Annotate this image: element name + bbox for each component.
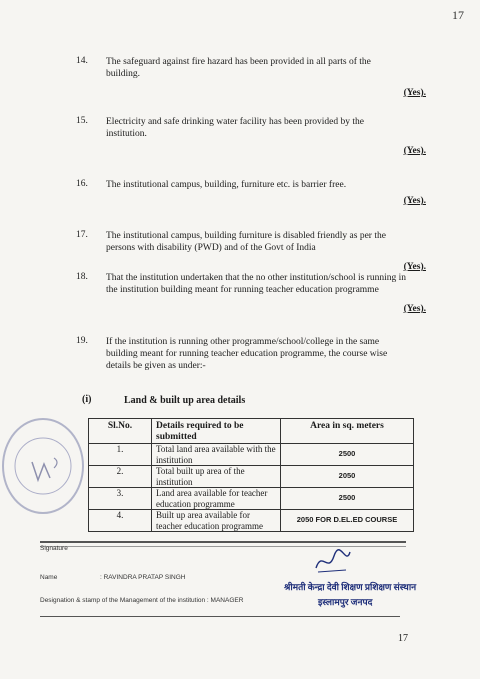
item-number: 16. bbox=[76, 179, 88, 189]
item-line: The institutional campus, building, furniture etc. is barrier free. bbox=[106, 180, 347, 190]
cell-detail: Total land area available with the institution bbox=[152, 444, 281, 466]
section-number: (i) bbox=[82, 394, 92, 405]
item-line: details be given as under:- bbox=[106, 361, 206, 371]
item-text bbox=[106, 272, 406, 296]
section-title: Land & built up area details bbox=[124, 395, 246, 406]
cell-sl: 3. bbox=[89, 488, 152, 510]
answer-yes: (Yes). bbox=[403, 88, 426, 98]
table-row bbox=[89, 444, 414, 466]
cell-detail: Built up area available for teacher education programme bbox=[152, 510, 281, 532]
header-sl-no: Sl.No. bbox=[89, 419, 152, 444]
stamp-text-line2: इस्लामपुर जनपद bbox=[318, 597, 373, 607]
item-number: 14. bbox=[76, 56, 88, 66]
table-header-row bbox=[89, 419, 414, 444]
item-line: The institutional campus, building furniture is disabled friendly as per the bbox=[106, 231, 386, 241]
cell-sl: 4. bbox=[89, 510, 152, 532]
answer-yes: (Yes). bbox=[403, 262, 426, 272]
cell-detail: Total built up area of the institution bbox=[152, 466, 281, 488]
manager-signature-icon bbox=[312, 548, 352, 581]
item-text bbox=[106, 116, 364, 140]
stamp-text-line1: श्रीमती केन्द्रा देवी शिक्षण प्रशिक्षण संस्थान bbox=[284, 582, 417, 592]
item-line: Electricity and safe drinking water facility has been provided by the bbox=[106, 117, 364, 127]
answer-yes: (Yes). bbox=[403, 196, 426, 206]
table-row bbox=[89, 488, 414, 510]
name-value: : RAVINDRA PRATAP SINGH bbox=[100, 574, 186, 581]
cell-area: 2500 bbox=[281, 488, 414, 510]
cell-area: 2050 FOR D.EL.ED COURSE bbox=[281, 510, 414, 532]
item-number: 18. bbox=[76, 272, 88, 282]
institution-seal-stamp bbox=[2, 418, 84, 514]
item-line: building. bbox=[106, 69, 141, 79]
item-line: The safeguard against fire hazard has been provided in all parts of the bbox=[106, 57, 371, 67]
table-row bbox=[89, 466, 414, 488]
item-line: the institution building meant for running teacher education programme bbox=[106, 285, 379, 295]
designation-text: Designation & stamp of the Management of the institution : MANAGER bbox=[40, 597, 244, 604]
cell-area: 2050 bbox=[281, 466, 414, 488]
table-row bbox=[89, 510, 414, 532]
item-text bbox=[106, 56, 371, 80]
answer-yes: (Yes). bbox=[403, 304, 426, 314]
cell-sl: 2. bbox=[89, 466, 152, 488]
header-area: Area in sq. meters bbox=[281, 419, 414, 444]
item-number: 19. bbox=[76, 336, 88, 346]
footer-bottom-rule bbox=[40, 616, 400, 617]
handwritten-page-number: 17 bbox=[452, 8, 464, 22]
item-text bbox=[106, 336, 387, 372]
signature-label: Signature bbox=[40, 545, 68, 552]
cell-sl: 1. bbox=[89, 444, 152, 466]
seal-signature-icon bbox=[4, 420, 82, 512]
item-number: 15. bbox=[76, 116, 88, 126]
item-text bbox=[106, 230, 386, 254]
cell-detail: Land area available for teacher education programme bbox=[152, 488, 281, 510]
item-text bbox=[106, 179, 346, 191]
item-line: If the institution is running other programme/school/college in the same bbox=[106, 337, 380, 347]
header-details: Details required to be submitted bbox=[152, 419, 281, 444]
land-area-table bbox=[88, 418, 414, 532]
item-line: That the institution undertaken that the no other institution/school is running in bbox=[106, 273, 407, 283]
item-line: building meant for running teacher education programme, the course wise bbox=[106, 349, 388, 359]
answer-yes: (Yes). bbox=[403, 146, 426, 156]
footer-divider bbox=[40, 541, 406, 547]
name-label: Name bbox=[40, 574, 58, 581]
item-line: persons with disability (PWD) and of the Govt of India bbox=[106, 243, 316, 253]
item-line: institution. bbox=[106, 129, 147, 139]
cell-area: 2500 bbox=[281, 444, 414, 466]
item-number: 17. bbox=[76, 230, 88, 240]
page-number: 17 bbox=[398, 633, 408, 644]
